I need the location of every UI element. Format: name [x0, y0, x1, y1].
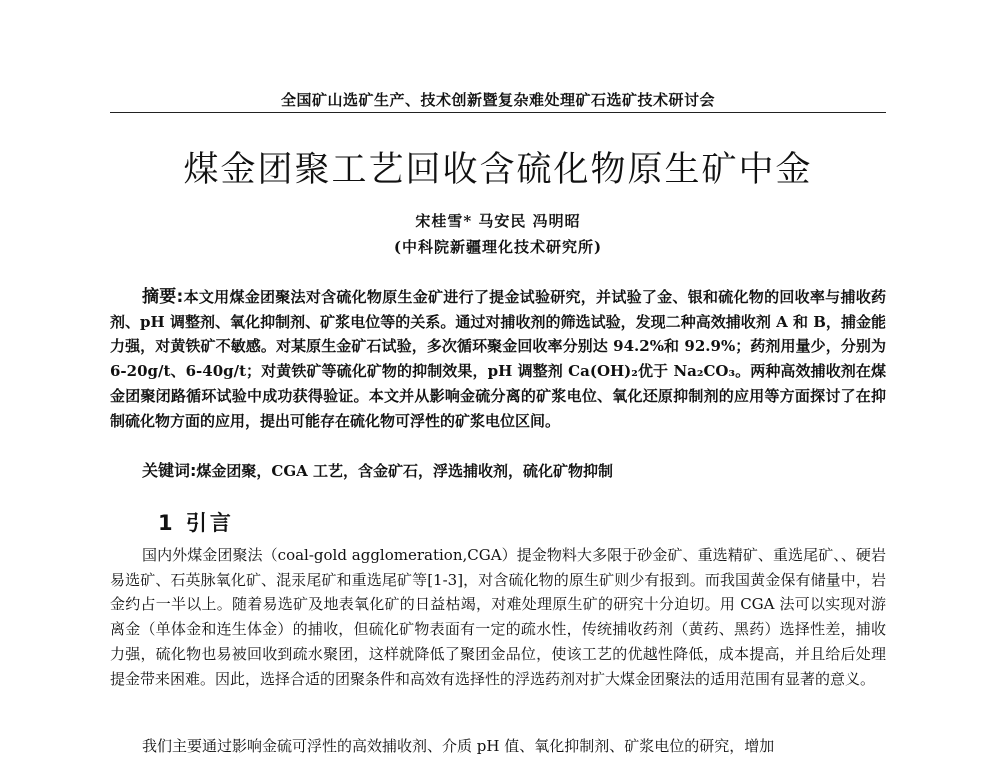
keywords-paragraph	[110, 459, 886, 484]
abstract-text: 本文用煤金团聚法对含硫化物原生金矿进行了提金试验研究，并试验了金、银和硫化物的回收率与捕收药剂、pH 调整剂、氧化抑制剂、矿浆电位等的关系。通过对捕收剂的筛选试验，发现二种高效捕收剂 A 和 B，捕金能力强，对黄铁矿不敏感。对某原生金矿石试验，多次循环聚金回收率分别达 94.2%和 92.9%；药剂用量少，分别为 6-20g/t、6-40g/t；对黄铁矿等硫化矿物的抑制效果，pH 调整剂 Ca(OH)₂优于 Na₂CO₃。两种高效捕收剂在煤金团聚闭路循环试验中成功获得验证。本文并从影响金硫分离的矿浆电位、氧化还原抑制剂的应用等方面探讨了在抑制硫化物方面的应用，提出可能存在硫化物可浮性的矿浆电位区间。	[110, 288, 886, 430]
paper-authors: 宋桂雪* 马安民 冯明昭	[415, 212, 581, 230]
abstract-paragraph	[110, 285, 886, 433]
keywords-text: 煤金团聚，CGA 工艺，含金矿石，浮选捕收剂，硫化矿物抑制	[196, 462, 614, 480]
header-rule	[110, 112, 886, 113]
paper-title: 煤金团聚工艺回收含硫化物原生矿中金	[183, 150, 813, 190]
section-heading-introduction: 1 引言	[158, 511, 234, 535]
intro-paragraph-2: 我们主要通过影响金硫可浮性的高效捕收剂、介质 pH 值、氧化抑制剂、矿浆电位的研究，增加	[142, 737, 775, 755]
abstract-label: 摘要:	[142, 287, 184, 307]
keywords-label: 关键词:	[142, 461, 197, 480]
intro-paragraph-1: 国内外煤金团聚法（coal-gold agglomeration,CGA）提金物料大多限于砂金矿、重选精矿、重选尾矿、、硬岩易选矿、石英脉氧化矿、混汞尾矿和重选尾矿等[1-3]，对含硫化物的原生矿则少有报到。而我国黄金保有储量中，岩金约占一半以上。随着易选矿及地表氧化矿的日益枯竭，对难处理原生矿的研究十分迫切。用 CGA 法可以实现对游离金（单体金和连生体金）的捕收，但硫化矿物表面有一定的疏水性，传统捕收药剂（黄药、黑药）选择性差，捕收力强，硫化物也易被回收到疏水聚团，这样就降低了聚团金品位，使该工艺的优越性降低，成本提高，并且给后处理提金带来困难。因此，选择合适的团聚条件和高效有选择性的浮选药剂对扩大煤金团聚法的适用范围有显著的意义。	[110, 546, 886, 688]
paper-affiliation: (中科院新疆理化技术研究所)	[393, 238, 603, 256]
running-header: 全国矿山选矿生产、技术创新暨复杂难处理矿石选矿技术研讨会	[280, 91, 715, 109]
